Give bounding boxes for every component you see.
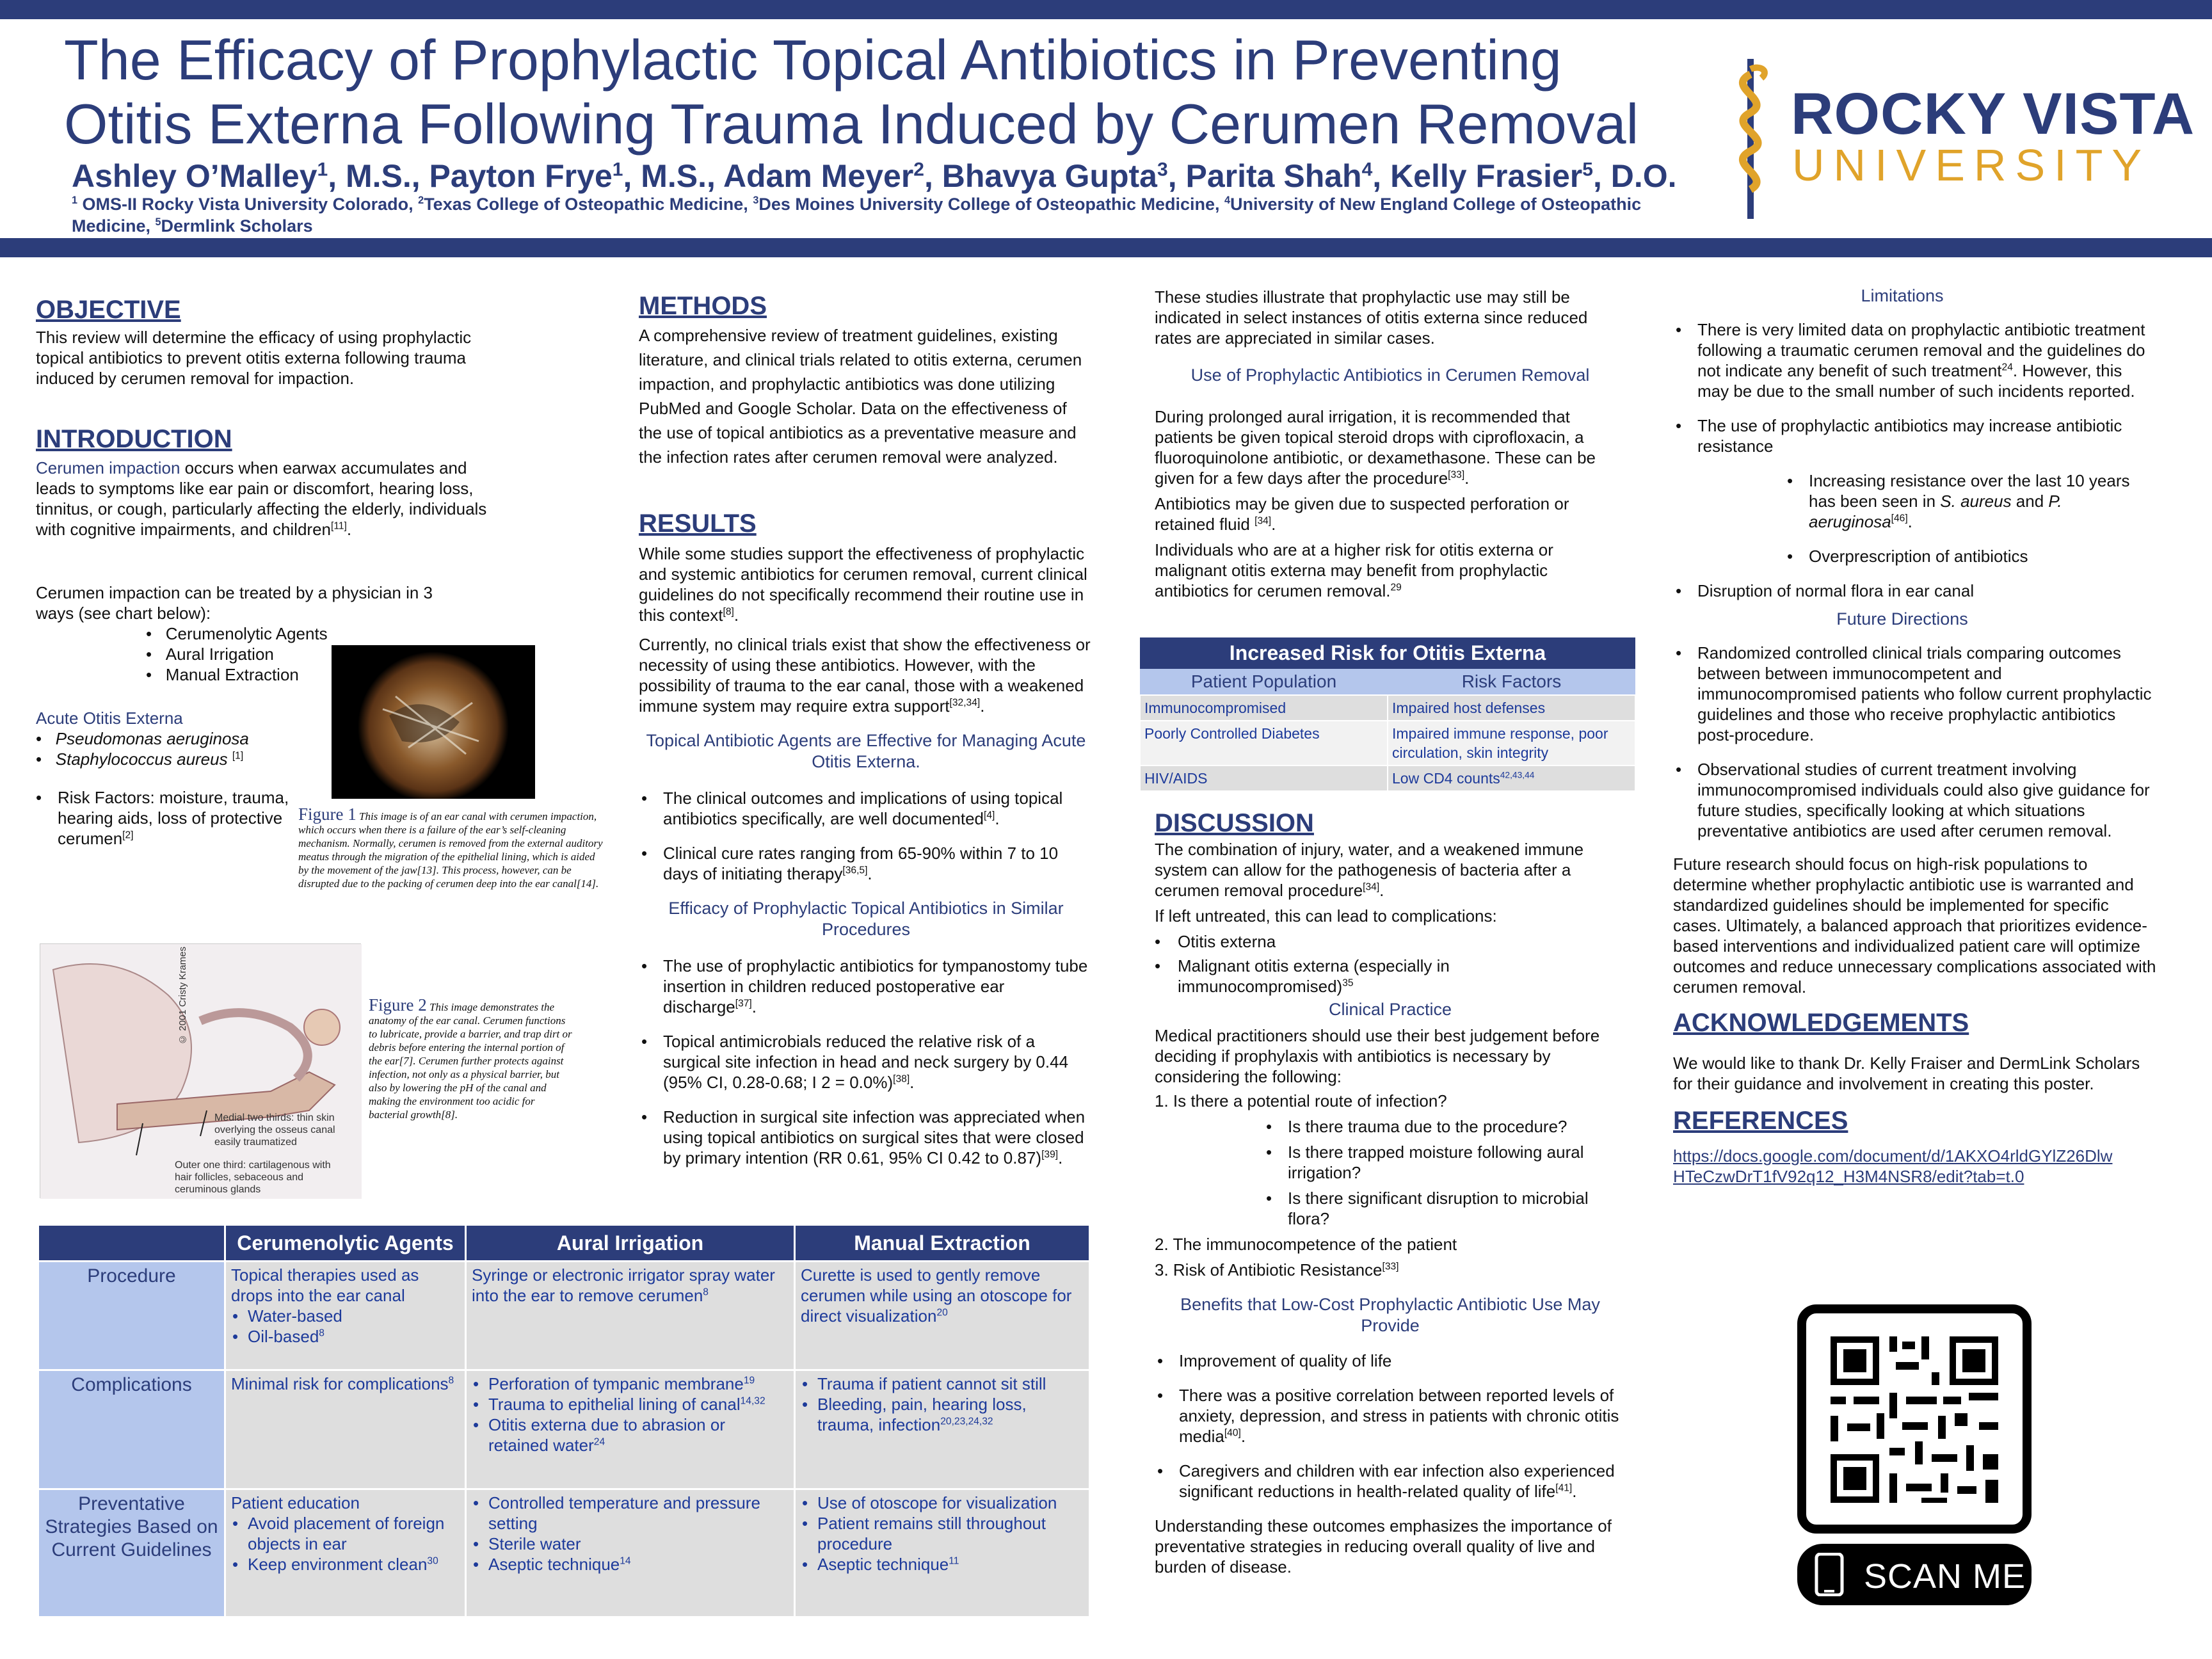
table-cell: Immunocompromised — [1140, 695, 1388, 721]
citation: [2] — [122, 830, 134, 841]
intro-p1: occurs when earwax accumulates and leads to symptoms like ear pain or discomfort, hearing loss, tinnitus, or cough, particularly affecting the elderly, individuals with cognitive impairments, and children — [36, 458, 487, 539]
text: There was a positive correlation between reported levels of anxiety, depression, and stress in patients with chronic otitis media — [1179, 1386, 1619, 1446]
list-item: • Increasing resistance over the last 10 years has been seen in S. aureus and P. aeruginosa[46]. — [1784, 470, 2130, 532]
citation: [4] — [983, 810, 995, 821]
list-item — [472, 1415, 789, 1455]
text: Increasing resistance over the last 10 years has been seen in — [1809, 471, 2130, 511]
text: Aseptic technique — [488, 1555, 620, 1574]
citation: 14,32 — [740, 1395, 765, 1407]
results-list-2 — [639, 956, 1093, 1168]
list-item: • Is there significant disruption to microbial flora? — [1263, 1188, 1596, 1229]
list-item — [231, 1513, 460, 1554]
ear-canal-photo — [332, 645, 535, 799]
methods-text: A comprehensive review of treatment guidelines, existing literature, and clinical trials related to otitis externa, cerumen impaction, and prophylactic antibiotics was done utilizing PubMed and Google Scholar. Data on the effectiveness of the use of topical antibiotics as a preventative measure and the infection rates after cerumen removal were analyzed. — [639, 326, 1082, 467]
figure-2-caption — [369, 995, 572, 1121]
text: Keep environment clean — [248, 1555, 428, 1574]
table-cell — [225, 1262, 466, 1370]
risk-text: Risk Factors: moisture, trauma, hearing aids, loss of protective cerumen — [58, 788, 289, 848]
text: The use of prophylactic antibiotics may increase antibiotic resistance — [1697, 416, 2122, 456]
question-1: 1. Is there a potential route of infection? — [1155, 1091, 1447, 1110]
table-header-empty — [38, 1225, 225, 1262]
author: Bhavya Gupta — [942, 158, 1157, 194]
list-item: • Overprescription of antibiotics — [1784, 546, 2130, 566]
bug-name: P. aeruginosa — [1809, 492, 2062, 531]
table-cell — [466, 1262, 795, 1370]
citation: 19 — [743, 1375, 755, 1386]
list-item: • Risk Factors: moisture, trauma, hearing aids, loss of protective cerumen[2] — [36, 788, 289, 848]
text: Use of otoscope for visualization — [817, 1493, 1057, 1512]
list-item-text: Aural Irrigation — [165, 645, 274, 664]
text: Aseptic technique — [817, 1555, 949, 1574]
author-degree: , — [1167, 158, 1186, 194]
citation: [34] — [1363, 881, 1380, 893]
list-item — [801, 1554, 1084, 1575]
table-row — [1140, 765, 1635, 791]
text: Improvement of quality of life — [1179, 1351, 1392, 1370]
methods-heading: METHODS — [639, 292, 767, 320]
col3-paragraph-1: These studies illustrate that prophylactic use may still be indicated in select instances of otitis externa since reduced rates are appreciated in similar cases. — [1155, 287, 1588, 348]
col3-p2: During prolonged aural irrigation, it is recommended that patients be given topical steroid drops with ciprofloxacin, a fluoroquinolone antibiotic, or dexamethasone. These can be given for a few days after the procedure[33]. — [1155, 407, 1596, 488]
results-heading: RESULTS — [639, 509, 757, 538]
list-item: • Is there trauma due to the procedure? — [1263, 1116, 1596, 1137]
reference-link[interactable]: https://docs.google.com/document/d/1AKXO4rldGYlZ26DlwHTeCzwDrT1fV92q12_H3M4NSR8/edit?tab=t.0 — [1673, 1146, 2113, 1186]
table-cell — [466, 1489, 795, 1617]
table-cell — [1388, 765, 1635, 791]
list-item — [801, 1513, 1084, 1554]
citation: [41] — [1555, 1482, 1573, 1494]
text: Otitis externa — [1178, 932, 1276, 951]
table-row — [1140, 695, 1635, 721]
text: Syringe or electronic irrigator spray water into the ear to remove cerumen — [472, 1265, 775, 1305]
clinical-practice-text: Medical practitioners should use their best judgement before deciding if prophylaxis with antibiotics is necessary by considering the following: — [1155, 1026, 1600, 1086]
objective-heading: OBJECTIVE — [36, 296, 181, 324]
risk-table — [1139, 637, 1636, 792]
affil-text: University of New England College of Osteopathic Medicine, — [72, 195, 1642, 236]
scan-me-label: SCAN ME — [1864, 1557, 2026, 1596]
cell-list — [231, 1306, 460, 1347]
text: Curette is used to gently remove cerumen while using an otoscope for direct visualization — [801, 1265, 1072, 1326]
col3-p3: Antibiotics may be given due to suspected perforation or retained fluid [34]. — [1155, 494, 1569, 534]
citation: [46] — [1891, 513, 1908, 524]
table-row — [38, 1489, 1090, 1617]
text: Antibiotics may be given due to suspected perforation or retained fluid — [1155, 494, 1569, 534]
list-item: • Is there trapped moisture following aural irrigation? — [1263, 1142, 1596, 1183]
author-sup: 3 — [1157, 159, 1168, 180]
text: The use of prophylactic antibiotics for tympanostomy tube insertion in children reduced postoperative ear discharge — [663, 956, 1088, 1016]
citation: 20,23,24,32 — [940, 1416, 993, 1427]
affil-sup: 5 — [155, 216, 161, 228]
qr-code-icon — [1806, 1313, 2023, 1525]
text: Currently, no clinical trials exist that show the effectiveness or necessity of using these antibiotics. However, with the possibility of trauma to the ear canal, those with a weakened immune system may require extra support — [639, 635, 1091, 716]
text: There is very limited data on prophylactic antibiotic treatment following a traumatic cerumen removal and the guidelines do not indicate any benefit of such treatment — [1697, 320, 2145, 380]
list-item: • Topical antimicrobials reduced the relative risk of a surgical site infection in head and neck surgery by 0.44 (95% CI, 0.28-0.68; I 2 = 0.0%)[38]. — [639, 1031, 1093, 1093]
author-list — [72, 157, 1677, 195]
text: Otitis externa due to abrasion or retained water — [488, 1415, 725, 1455]
list-item: • Water-based — [231, 1306, 460, 1326]
text: . However, this may be due to the small number of such incidents reported. — [1697, 361, 2135, 401]
text: Topical therapies used as drops into the ear canal — [231, 1265, 419, 1305]
author-degree: , — [1372, 158, 1391, 194]
citation: 20 — [936, 1307, 948, 1318]
row-header: Complications — [38, 1370, 225, 1489]
affil-text: Texas College of Osteopathic Medicine, — [424, 195, 753, 214]
discussion-heading: DISCUSSION — [1155, 809, 1314, 837]
discussion-p2: If left untreated, this can lead to complications: — [1155, 906, 1497, 926]
list-item: • The clinical outcomes and implications of using topical antibiotics specifically, are well documented[4]. — [639, 788, 1093, 829]
table-cell — [466, 1370, 795, 1489]
risk-table-header: Patient Population — [1140, 669, 1388, 695]
affil-text: Dermlink Scholars — [161, 216, 313, 236]
citation: 24 — [593, 1436, 605, 1448]
col3-subheading-1: Use of Prophylactic Antibiotics in Cerumen Removal — [1190, 365, 1590, 385]
author-sup: 2 — [913, 159, 924, 180]
citation: 24 — [2001, 362, 2013, 373]
text: Individuals who are at a higher risk for otitis externa or malignant otitis externa may benefit from prophylactic antibiotics for cerumen removal. — [1155, 540, 1553, 600]
text: Minimal risk for complications — [231, 1374, 449, 1393]
text: Patient remains still throughout procedure — [817, 1514, 1046, 1553]
citation: [34] — [1254, 515, 1272, 527]
text: Oil-based — [248, 1327, 319, 1346]
results-p2: Currently, no clinical trials exist that show the effectiveness or necessity of using these antibiotics. However, with the possibility of trauma to the ear canal, those with a weakened immune system may require extra support[32,34]. — [639, 635, 1091, 716]
university-logo — [1722, 55, 2195, 221]
text: Trauma to epithelial lining of canal — [488, 1395, 741, 1414]
list-item-text: Manual Extraction — [165, 665, 299, 684]
list-item — [231, 1554, 460, 1575]
list-item: • Observational studies of current treatment involving immunocompromised individuals could also give guidance for future studies, specifically looking at which situations preventative antibiotics are used after cerumen removal. — [1673, 759, 2157, 841]
list-item: • There was a positive correlation between reported levels of anxiety, depression, and stress in patients with chronic otitis media[40]. — [1155, 1385, 1626, 1447]
acknowledgements-heading: ACKNOWLEDGEMENTS — [1673, 1009, 1969, 1037]
text: Low CD4 counts — [1392, 770, 1500, 787]
text: The clinical outcomes and implications of using topical antibiotics specifically, are well documented — [663, 789, 1063, 828]
list-item: • Reduction in surgical site infection was appreciated when using topical antibiotics on surgical sites that were closed by primary intention (RR 0.61, 95% CI 0.42 to 0.87)[39]. — [639, 1107, 1093, 1168]
author: Parita Shah — [1185, 158, 1362, 194]
citation: [8] — [723, 606, 734, 618]
affiliations — [72, 193, 1672, 237]
col3-p4 — [1155, 540, 1626, 601]
benefits-list — [1155, 1350, 1626, 1502]
table-cell: HIV/AIDS — [1140, 765, 1388, 791]
row-header: Preventative Strategies Based on Current Guidelines — [38, 1489, 225, 1617]
text: 3. Risk of Antibiotic Resistance — [1155, 1260, 1382, 1279]
author-degree: , D.O. — [1592, 158, 1677, 194]
figure-label: Figure 2 — [369, 995, 427, 1014]
list-item — [801, 1374, 1084, 1394]
table-cell — [795, 1370, 1090, 1489]
column-4 — [1673, 285, 2157, 1187]
figure-1-image — [332, 645, 535, 799]
list-item-text: Cerumenolytic Agents — [165, 624, 328, 643]
citation: [33] — [1382, 1261, 1399, 1272]
future-directions-heading: Future Directions — [1836, 609, 1968, 629]
label-medial: Medial two thirds: thin skin overlying the osseus canal easily traumatized — [214, 1112, 335, 1148]
phone-icon — [1813, 1553, 1848, 1596]
cell-list — [801, 1493, 1084, 1575]
author-degree: , M.S., — [328, 158, 429, 194]
citation: [33] — [1448, 469, 1465, 481]
poster-title — [64, 28, 1728, 156]
discussion-closing: Understanding these outcomes emphasizes the importance of preventative strategies in reducing overall quality of live and burden of disease. — [1155, 1516, 1612, 1576]
author-degree: , — [924, 158, 942, 194]
text: While some studies support the effectiveness of prophylactic and systemic antibiotics for cerumen removal, current clinical guidelines do not specifically recommend their routine use in this context — [639, 544, 1087, 625]
list-item: • Clinical cure rates ranging from 65-90% within 7 to 10 days of initiating therapy[36,5]. — [639, 843, 1093, 884]
citation: [32,34] — [949, 697, 981, 709]
copyright-text: © 2001 Cristy Krames — [177, 947, 188, 1045]
figure-2-image — [40, 943, 361, 1198]
citation: 8 — [319, 1327, 325, 1339]
results-p1: While some studies support the effectiveness of prophylactic and systemic antibiotics for cerumen removal, current clinical guidelines do not specifically recommend their routine use in this context[8]. — [639, 544, 1087, 625]
text: Avoid placement of foreign objects in ear — [248, 1514, 445, 1553]
scan-me-button[interactable] — [1797, 1544, 2032, 1605]
list-item: • Staphylococcus aureus [1] — [36, 749, 244, 769]
affil-text: OMS-II Rocky Vista University Colorado, — [77, 195, 419, 214]
affil-sup: 1 — [72, 195, 78, 206]
clinical-practice-heading: Clinical Practice — [1328, 1000, 1452, 1019]
cell-list — [231, 1513, 460, 1575]
list-item — [231, 1326, 460, 1347]
list-item: • Randomized controlled clinical trials comparing outcomes between between immunocompetent and immunocompromised patients who follow current prophylactic guidelines and those who receive prophylactic antibiotics post-procedure. — [1673, 643, 2157, 745]
resistance-sublist — [1784, 470, 2130, 566]
methods-section — [639, 292, 1093, 469]
treatment-comparison-table — [37, 1224, 1091, 1618]
aoe-heading: Acute Otitis Externa — [36, 709, 183, 728]
list-item: • Otitis externa — [1155, 932, 1276, 951]
citation: 8 — [448, 1375, 454, 1386]
results-section — [639, 509, 1093, 1182]
limitations-heading: Limitations — [1861, 286, 1944, 305]
results-subheading-2: Efficacy of Prophylactic Topical Antibiotics in Similar Procedures — [668, 899, 1064, 939]
title-line-1: The Efficacy of Prophylactic Topical Antibiotics in Preventing — [64, 28, 1562, 92]
citation: 11 — [949, 1555, 959, 1567]
caduceus-icon — [1722, 55, 1779, 221]
caption-text: This image demonstrates the anatomy of the ear canal. Cerumen functions to lubricate, provide a barrier, and trap dirt or debris before entering the internal portion of the ear[7]. Cerumen further protects against infection, not only as a physical barrier, but also by lowering the pH of the canal and making the environment too acidic for bacterial growth[8]. — [369, 1001, 572, 1121]
affil-sup: 4 — [1224, 195, 1231, 206]
intro-paragraph-1: Cerumen impaction occurs when earwax accumulates and leads to symptoms like ear pain or discomfort, hearing loss, tinnitus, or cough, particularly affecting the elderly, individuals with cognitive impairments, and children[11]. — [36, 458, 487, 539]
affil-text: Des Moines University College of Osteopathic Medicine, — [758, 195, 1224, 214]
text: During prolonged aural irrigation, it is recommended that patients be given topical steroid drops with ciprofloxacin, a fluoroquinolone antibiotic, or dexamethasone. These can be given for a few days after the procedure — [1155, 407, 1596, 488]
cell-list — [472, 1374, 789, 1455]
table-cell — [795, 1489, 1090, 1617]
table-cell — [795, 1262, 1090, 1370]
citation: [1] — [232, 750, 244, 762]
cell-list — [801, 1374, 1084, 1435]
citation: 42,43,44 — [1500, 770, 1535, 780]
limitations-list-2 — [1673, 581, 2157, 601]
list-item — [1673, 319, 2157, 401]
list-item: • Manual Extraction — [146, 665, 299, 684]
header-bottom-bar — [0, 238, 2212, 257]
author-sup: 1 — [612, 159, 623, 180]
acute-otitis-externa — [36, 708, 317, 849]
discussion-p1: The combination of injury, water, and a weakened immune system can allow for the pathogenesis of bacteria after a cerumen removal procedure[34]. — [1155, 840, 1584, 900]
text: Topical antimicrobials reduced the relative risk of a surgical site infection in head and neck surgery by 0.44 (95% CI, 0.28-0.68; I 2 = 0.0%) — [663, 1032, 1069, 1092]
text: Aural Irrigation — [556, 1231, 704, 1254]
list-item: • Aural Irrigation — [146, 645, 274, 664]
bug-name: S. aureus — [1940, 492, 2012, 511]
risk-table-title: Increased Risk for Otitis Externa — [1140, 637, 1635, 669]
bug-name: Pseudomonas aeruginosa — [55, 729, 249, 748]
list-item — [472, 1554, 789, 1575]
logo-text-university: UNIVERSITY — [1792, 140, 2151, 190]
citation: [11] — [331, 520, 347, 532]
text: Bleeding, pain, hearing loss, trauma, infection — [817, 1395, 1027, 1434]
label-outer: Outer one third: cartilagenous with hair follicles, sebaceous and ceruminous glands — [175, 1160, 331, 1195]
list-item — [472, 1493, 789, 1534]
future-research-text: Future research should focus on high-risk populations to determine whether prophylactic antibiotic use is warranted and standardized guidelines should be implemented for specific cases. Ultimately, a balanced approach that prioritizes evidence-based interventions and individualized patient care will optimize outcomes and reduce unnecessary complications associated with cerumen removal. — [1673, 854, 2156, 997]
list-item — [801, 1493, 1084, 1513]
author: Ashley O’Malley — [72, 158, 317, 194]
list-item — [472, 1534, 789, 1554]
intro-lead: Cerumen impaction — [36, 458, 180, 477]
author: Adam Meyer — [723, 158, 914, 194]
benefits-heading: Benefits that Low-Cost Prophylactic Antibiotic Use May Provide — [1180, 1295, 1600, 1335]
introduction-section — [36, 425, 497, 540]
caption-text: This image is of an ear canal with cerumen impaction, which occurs when there is a failure of the ear’s self-cleaning mechanism. Normally, cerumen is removed from the external auditory meatus through the migration of the epithelial lining, which is aided by the movement of the jaw[13]. This process, however, can be disrupted due to the packing of cerumen deep into the ear canal[14]. — [298, 810, 603, 890]
list-item — [472, 1374, 789, 1394]
author-sup: 4 — [1361, 159, 1373, 180]
limitations-list — [1673, 319, 2157, 456]
table-cell: Poorly Controlled Diabetes — [1140, 721, 1388, 765]
table-header — [466, 1225, 795, 1262]
author-sup: 1 — [317, 159, 328, 180]
row-header: Procedure — [38, 1262, 225, 1370]
list-item: • Caregivers and children with ear infection also experienced significant reductions in health-related quality of life[41]. — [1155, 1461, 1626, 1502]
results-list-1 — [639, 788, 1093, 884]
acknowledgements-text: We would like to thank Dr. Kelly Fraiser and DermLink Scholars for their guidance and involvement in creating this poster. — [1673, 1054, 2140, 1093]
table-cell — [225, 1489, 466, 1617]
affil-sup: 2 — [418, 195, 424, 206]
list-item: • Pseudomonas aeruginosa — [36, 729, 249, 748]
objective-section — [36, 296, 497, 389]
text: Reduction in surgical site infection was appreciated when using topical antibiotics on surgical sites that were closed by primary intention (RR 0.61, 95% CI 0.42 to 0.87) — [663, 1107, 1086, 1167]
citation: 30 — [427, 1555, 438, 1567]
objective-text: This review will determine the efficacy of using prophylactic topical antibiotics to prevent otitis externa following trauma induced by cerumen removal for impaction. — [36, 328, 472, 388]
list-item: • Cerumenolytic Agents — [146, 624, 328, 643]
table-row — [1140, 721, 1635, 765]
table-row — [38, 1370, 1090, 1489]
author-sup: 5 — [1582, 159, 1593, 180]
table-cell: Impaired host defenses — [1388, 695, 1635, 721]
citation: 29 — [1390, 582, 1402, 593]
column-3 — [1155, 287, 1626, 601]
text: Sterile water — [488, 1534, 581, 1553]
question-2: 2. The immunocompetence of the patient — [1155, 1235, 1457, 1254]
author: Kelly Frasier — [1390, 158, 1583, 194]
introduction-heading: INTRODUCTION — [36, 425, 232, 453]
citation: [36,5] — [842, 865, 868, 876]
citation: [40] — [1224, 1427, 1241, 1439]
list-item — [801, 1394, 1084, 1435]
references-heading: REFERENCES — [1673, 1107, 1848, 1135]
text: Trauma if patient cannot sit still — [817, 1374, 1046, 1393]
text: and — [2011, 492, 2049, 511]
citation: [38] — [893, 1073, 910, 1085]
title-line-2: Otitis Externa Following Trauma Induced by Cerumen Removal — [64, 92, 1639, 156]
list-item: • The use of prophylactic antibiotics for tympanostomy tube insertion in children reduced postoperative ear discharge[37]. — [639, 956, 1093, 1017]
question-3 — [1155, 1260, 1626, 1280]
logo-text-rocky-vista: ROCKY VISTA — [1791, 81, 2195, 147]
list-item: • Malignant otitis externa (especially in immunocompromised)$^{35}$ — [1155, 956, 1450, 996]
list-item — [1155, 1350, 1626, 1371]
list-item: • Disruption of normal flora in ear canal — [1673, 581, 2157, 601]
figure-1-caption — [298, 805, 603, 890]
affil-sup: 3 — [753, 195, 759, 206]
citation: 35 — [1342, 977, 1354, 989]
citation: [39] — [1041, 1149, 1059, 1160]
treatment-methods-list — [146, 623, 364, 685]
cell-list — [472, 1493, 789, 1575]
future-directions-list — [1673, 643, 2157, 841]
table-header-row — [38, 1225, 1090, 1262]
table-header: Manual Extraction — [795, 1225, 1090, 1262]
table-cell: Impaired immune response, poor circulation, skin integrity — [1388, 721, 1635, 765]
intro-paragraph-2: Cerumen impaction can be treated by a physician in 3 ways (see chart below): — [36, 583, 433, 623]
citation: 8 — [703, 1286, 709, 1298]
results-subheading-1: Topical Antibiotic Agents are Effective for Managing Acute Otitis Externa. — [646, 731, 1086, 771]
list-item — [1673, 415, 2157, 456]
text: Caregivers and children with ear infection also experienced significant reductions in health-related quality of life — [1179, 1461, 1615, 1501]
bug-name: Staphylococcus aureus — [55, 749, 228, 769]
list-item — [472, 1394, 789, 1415]
text: Perforation of tympanic membrane — [488, 1374, 744, 1393]
author-degree: , M.S., — [623, 158, 723, 194]
qr-code[interactable] — [1797, 1304, 2032, 1534]
author: Payton Frye — [429, 158, 613, 194]
text: Malignant otitis externa (especially in immunocompromised) — [1178, 956, 1450, 996]
top-bar — [0, 0, 2212, 19]
risk-table-header: Risk Factors — [1388, 669, 1635, 695]
discussion-section — [1155, 809, 1626, 1577]
text: The combination of injury, water, and a weakened immune system can allow for the pathogenesis of bacteria after a cerumen removal procedure — [1155, 840, 1584, 900]
text: Controlled temperature and pressure setting — [488, 1493, 760, 1533]
figure-label: Figure 1 — [298, 805, 357, 824]
table-row — [38, 1262, 1090, 1370]
text: Clinical cure rates ranging from 65-90% within 7 to 10 days of initiating therapy — [663, 844, 1059, 883]
citation: 14 — [620, 1555, 631, 1567]
table-cell — [225, 1370, 466, 1489]
question-1-list — [1263, 1116, 1596, 1229]
citation: [37] — [735, 998, 752, 1009]
table-header: Cerumenolytic Agents — [225, 1225, 466, 1262]
text: Patient education — [231, 1493, 360, 1512]
